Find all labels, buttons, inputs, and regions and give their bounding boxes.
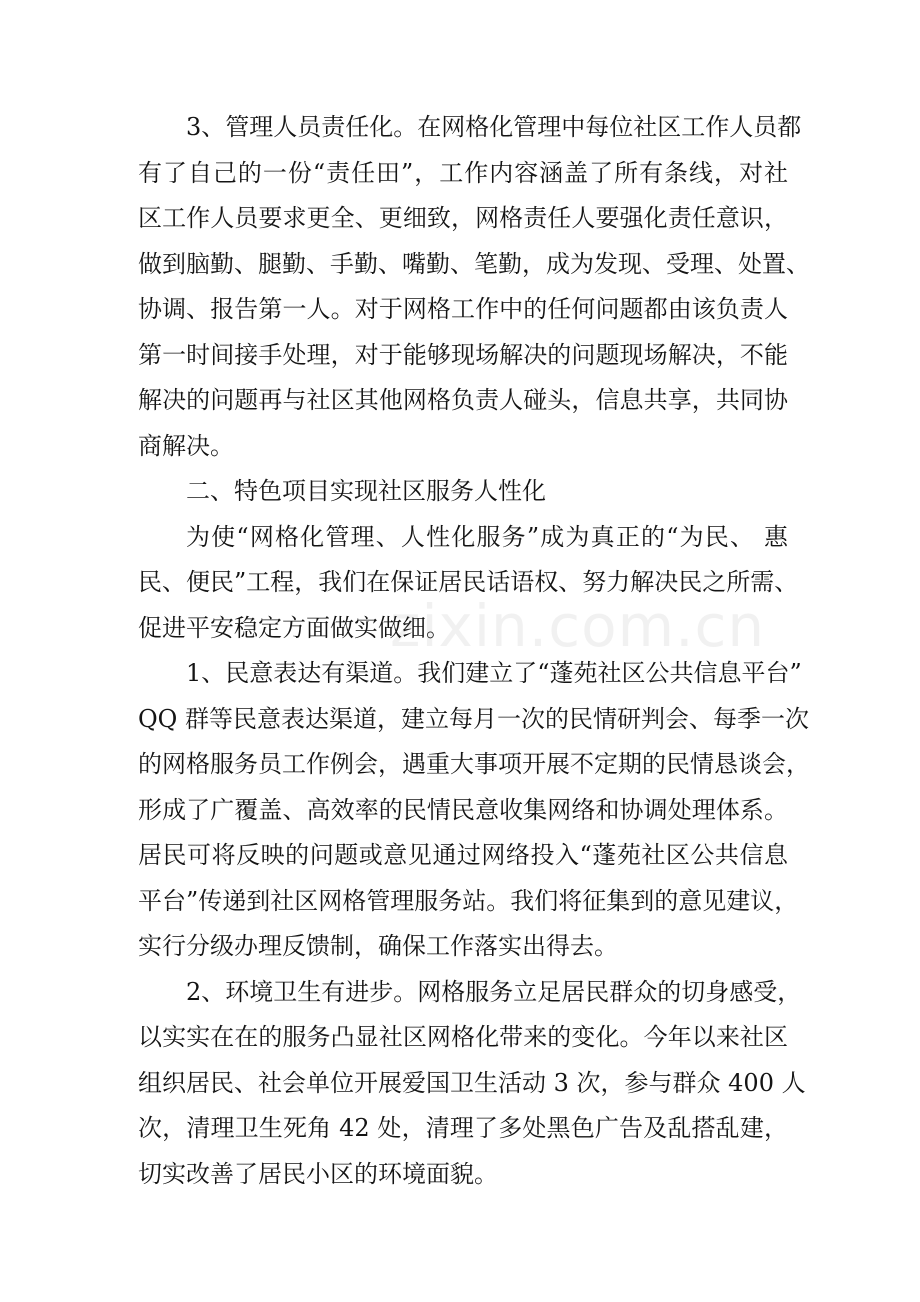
text-line: 做到脑勤、腿勤、手勤、嘴勤、笔勤，成为发现、受理、处置、 xyxy=(138,249,810,278)
text-line: 民、便民”工程，我们在保证居民话语权、努力解决民之所需、 xyxy=(138,568,799,596)
text-line: 协调、报告第一人。对于网格工作中的任何问题都由该负责人 xyxy=(138,295,788,323)
text-line: 实行分级办理反馈制，确保工作落实出得去。 xyxy=(138,932,618,960)
text-line: 居民可将反映的问题或意见通过网络投入“蓬苑社区公共信息 xyxy=(138,841,788,869)
heading-text: 二、特色项目实现社区服务人性化 xyxy=(186,477,546,505)
text-line: 以实实在在的服务凸显社区网格化带来的变化。今年以来社区 xyxy=(138,1023,788,1051)
watermark: zixin.com.cn xyxy=(390,592,766,660)
text-line: 促进平安稳定方面做实做细。 xyxy=(138,613,450,642)
text-line: 第一时间接手处理，对于能够现场解决的问题现场解决，不能 xyxy=(138,340,788,369)
section-heading xyxy=(138,469,788,515)
text-line: 2、环境卫生有进步。网格服务立足居民群众的切身感受， xyxy=(186,977,802,1006)
text-line: 组织居民、社会单位开展爱国卫生活动 3 次，参与群众 400 人 xyxy=(138,1068,806,1097)
text-line: 3、管理人员责任化。在网格化管理中每位社区工作人员都 xyxy=(186,113,802,141)
text-line: 商解决。 xyxy=(138,431,234,460)
text-line: 区工作人员要求更全、更细致，网格责任人要强化责任意识， xyxy=(138,204,788,232)
text-line: 1、民意表达有渠道。我们建立了“蓬苑社区公共信息平台” xyxy=(186,659,802,687)
paragraph-environment xyxy=(138,970,806,1198)
text-line: 有了自己的一份“责任田”，工作内容涵盖了所有条线，对社 xyxy=(138,158,788,187)
text-line: 次，清理卫生死角 42 处，清理了多处黑色广告及乱搭乱建， xyxy=(138,1114,788,1142)
text-line: 为使“网格化管理、人性化服务”成为真正的“为民、 惠 xyxy=(186,522,788,551)
text-line: 解决的问题再与社区其他网格负责人碰头，信息共享，共同协 xyxy=(138,386,788,414)
paragraph-management-responsibility xyxy=(138,105,810,469)
text-line: 形成了广覆盖、高效率的民情民意收集网络和协调处理体系。 xyxy=(138,795,788,824)
paragraph-public-opinion xyxy=(138,651,810,970)
text-line: 的网格服务员工作例会，遇重大事项开展不定期的民情恳谈会， xyxy=(138,750,810,778)
text-line: QQ 群等民意表达渠道，建立每月一次的民情研判会、每季一次 xyxy=(138,704,809,733)
text-line: 切实改善了居民小区的环境面貌。 xyxy=(138,1159,498,1188)
text-line: 平台”传递到社区网格管理服务站。我们将征集到的意见建议， xyxy=(138,886,799,915)
